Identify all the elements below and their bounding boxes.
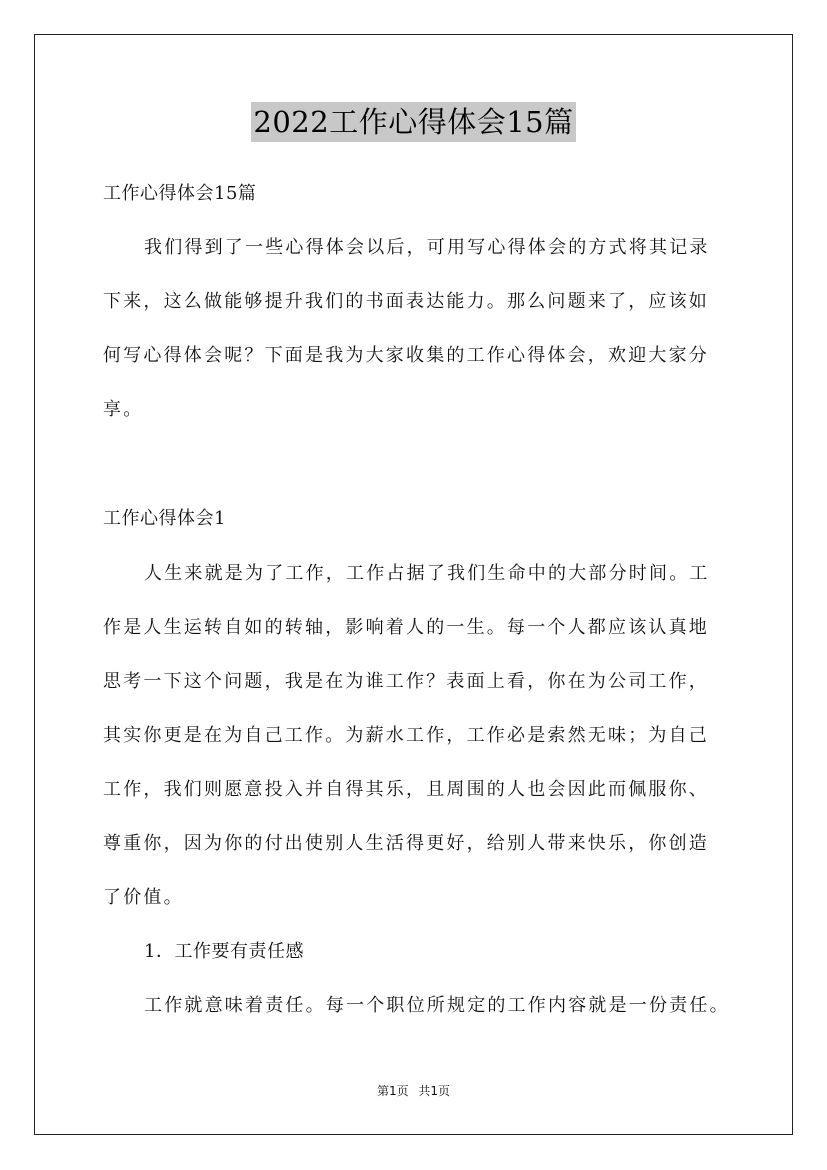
body-line-3: 思考一下这个问题，我是在为谁工作？表面上看，你在为公司工作， bbox=[103, 671, 709, 692]
intro-line-4: 享。 bbox=[103, 399, 144, 420]
body-line-5: 工作，我们则愿意投入并自得其乐，且周围的人也会因此而佩服你、 bbox=[103, 779, 709, 800]
body-line-4: 其实你更是在为自己工作。为薪水工作，工作必是索然无味；为自己 bbox=[103, 725, 709, 746]
document-title: 2022工作心得体会15篇 bbox=[251, 102, 575, 142]
intro-line-1: 我们得到了一些心得体会以后，可用写心得体会的方式将其记录 bbox=[144, 237, 710, 258]
body-line-1: 人生来就是为了工作，工作占据了我们生命中的大部分时间。工 bbox=[144, 563, 710, 584]
intro-line-2: 下来，这么做能够提升我们的书面表达能力。那么问题来了，应该如 bbox=[103, 291, 709, 312]
page-footer: 第1页 共1页 bbox=[376, 1084, 451, 1098]
body-line-6: 尊重你，因为你的付出使别人生活得更好，给别人带来快乐，你创造 bbox=[103, 833, 709, 854]
title-container bbox=[0, 102, 827, 142]
document-subtitle: 工作心得体会15篇 bbox=[103, 183, 257, 204]
section-heading: 工作心得体会1 bbox=[103, 508, 226, 529]
body-line-7: 了价值。 bbox=[103, 887, 184, 908]
point-line: 工作就意味着责任。每一个职位所规定的工作内容就是一份责任。 bbox=[144, 995, 730, 1016]
point-heading: 1．工作要有责任感 bbox=[144, 941, 304, 962]
intro-line-3: 何写心得体会呢？下面是我为大家收集的工作心得体会，欢迎大家分 bbox=[103, 345, 709, 366]
body-line-2: 作是人生运转自如的转轴，影响着人的一生。每一个人都应该认真地 bbox=[103, 617, 709, 638]
